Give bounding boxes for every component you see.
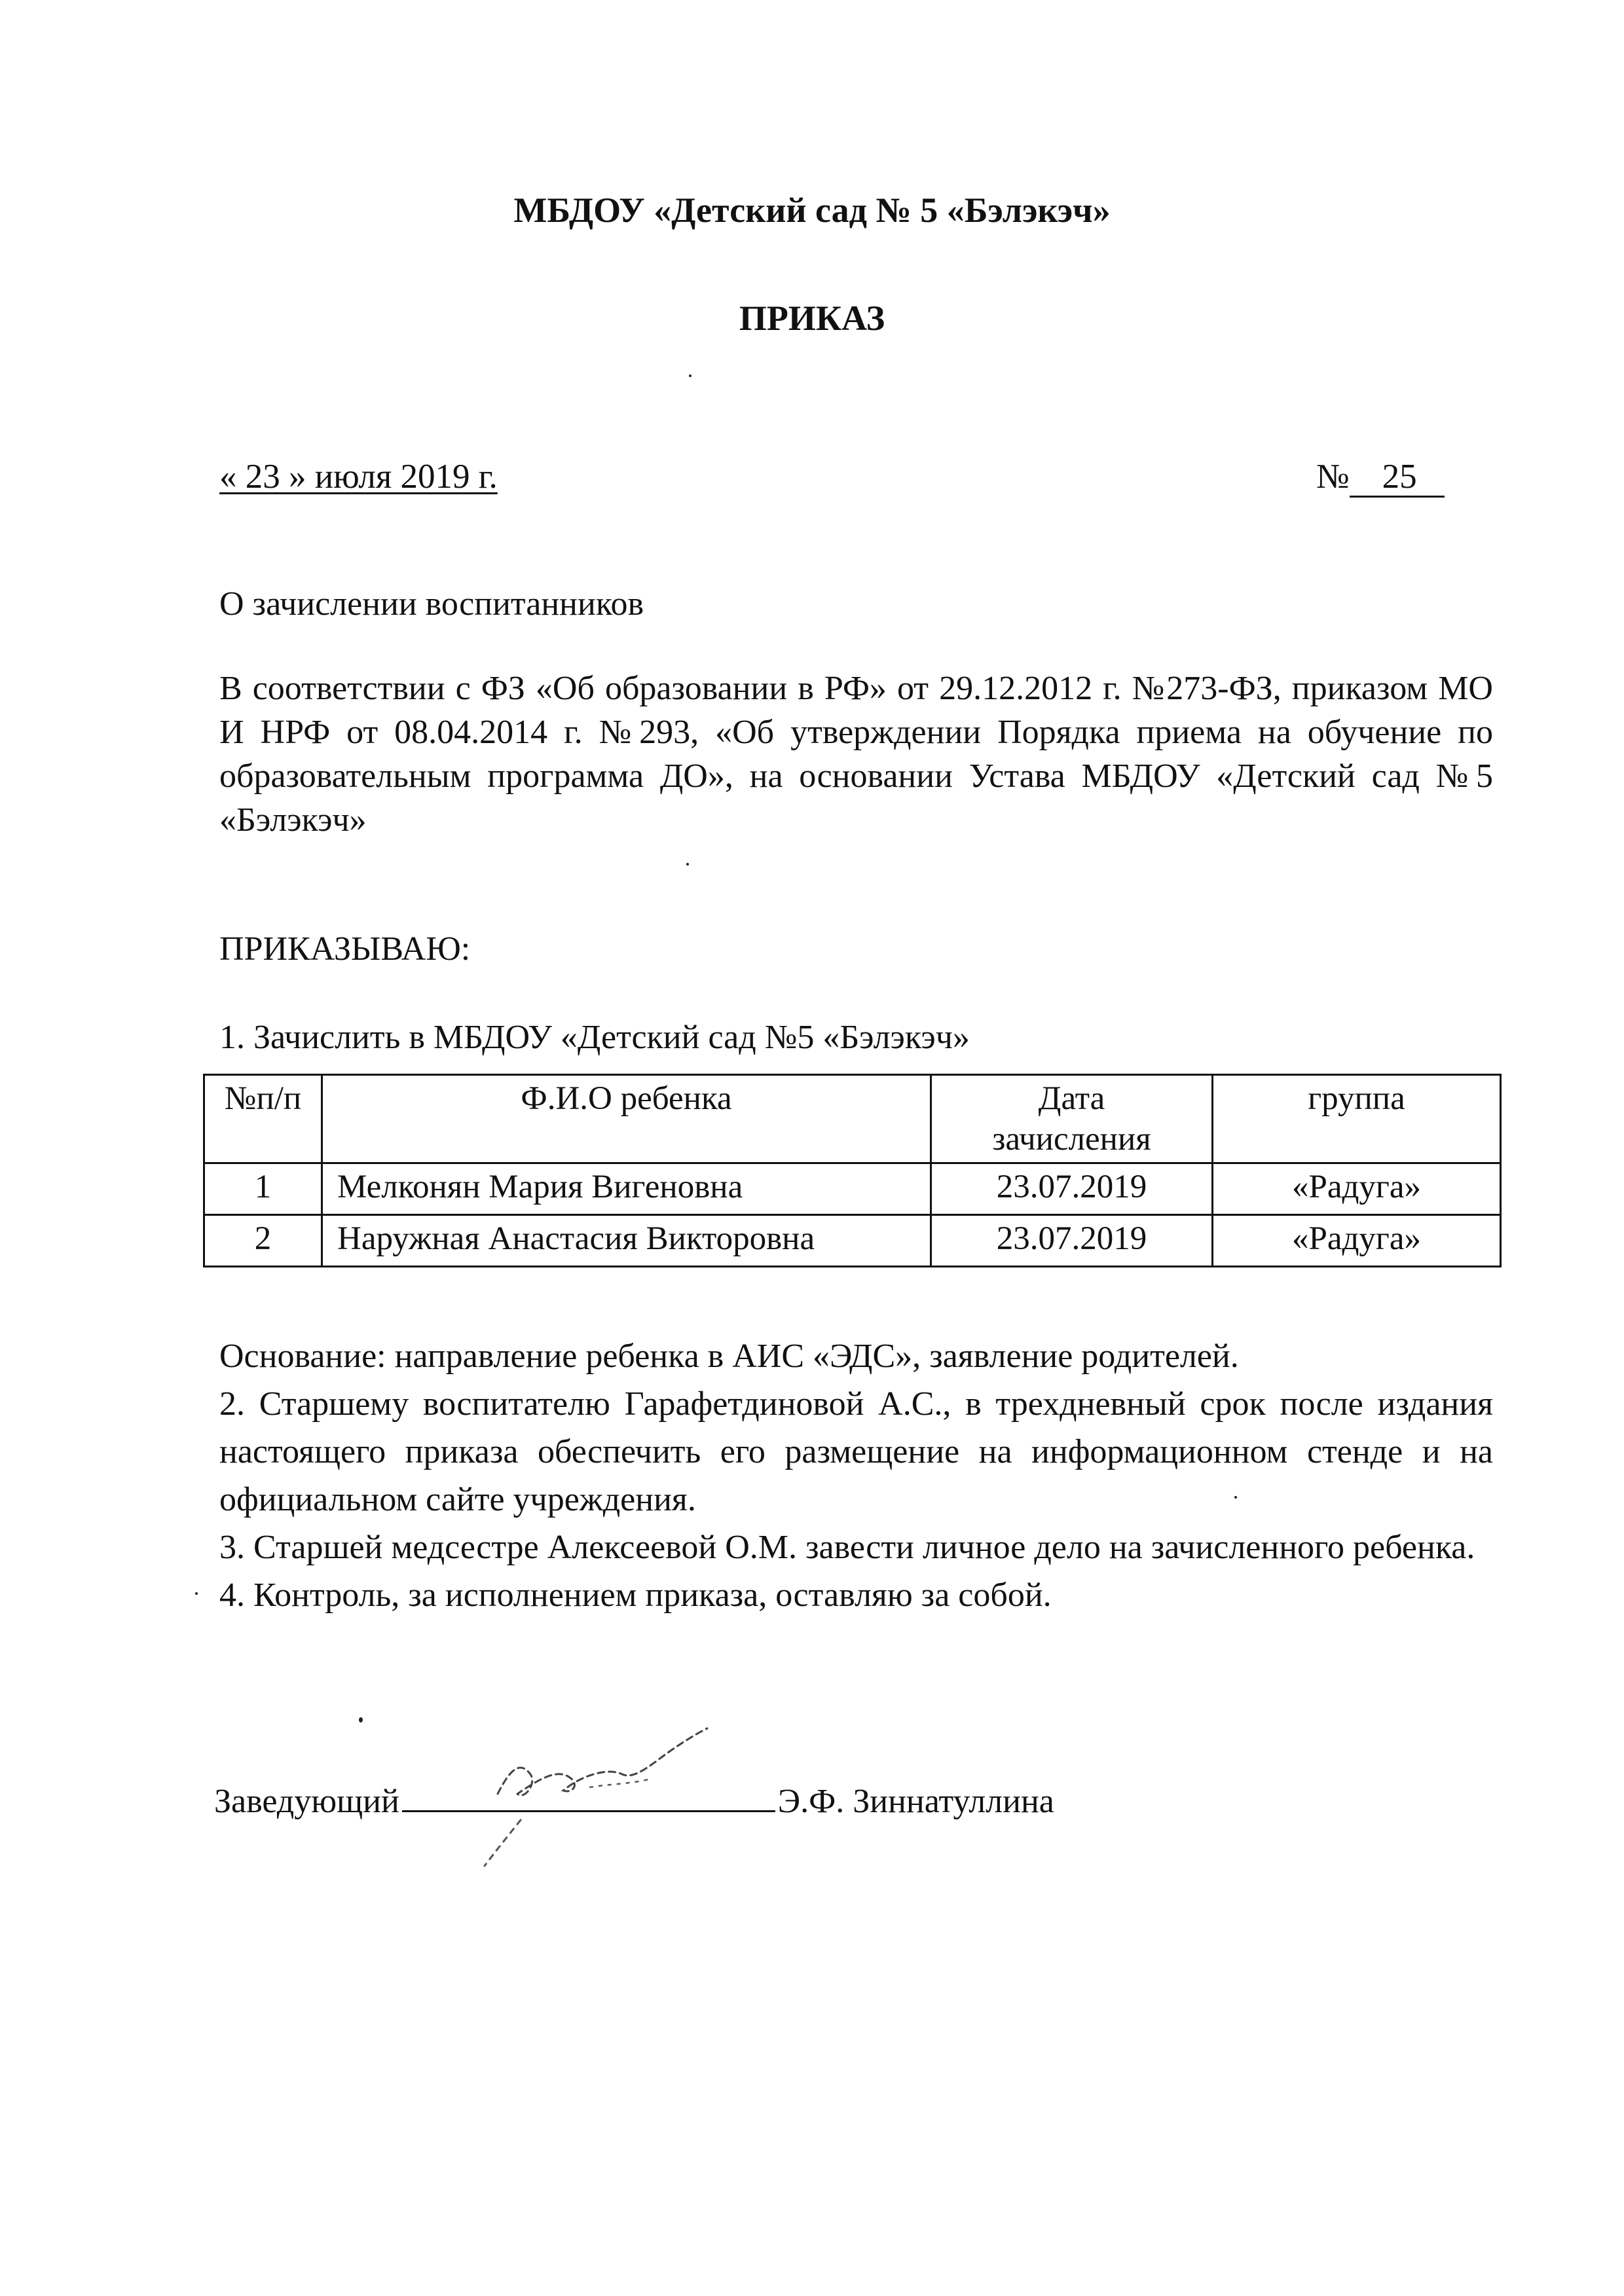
item-3-text: 3. Старшей медсестре Алексеевой О.М. завести личное дело на зачисленного ребенка.: [219, 1529, 1475, 1566]
item-1-text: 1. Зачислить в МБДОУ «Детский сад №5 «Бэлэкэч»: [219, 1019, 970, 1056]
basis-text: Основание: направление ребенка в АИС «ЭДС», заявление родителей.: [219, 1338, 1239, 1375]
scan-speck: [686, 863, 689, 866]
organization-name: МБДОУ «Детский сад № 5 «Бэлэкэч»: [513, 191, 1111, 230]
header-num: №п/п: [204, 1075, 322, 1163]
order-items: [219, 1332, 1493, 1619]
row-group: «Радуга»: [1213, 1163, 1501, 1215]
signatory-name: Э.Ф. Зиннатуллина: [777, 1783, 1054, 1820]
row-date: 23.07.2019: [931, 1215, 1213, 1267]
row-child-name: Наружная Анастасия Викторовна: [322, 1215, 931, 1267]
preamble-paragraph: В соответствии с ФЗ «Об образовании в РФ» от 29.12.2012 г. №273-ФЗ, приказом МО И НРФ от 08.04.2014 г. №293, «Об утверждении Порядка приема на обучение по образовательным программа ДО», на основании Устава МБДОУ «Детский сад №5 «Бэлэкэч»: [219, 670, 1493, 839]
order-date: [219, 457, 498, 496]
table-header-row: [204, 1075, 1501, 1163]
row-group: «Радуга»: [1213, 1215, 1501, 1267]
decree-heading: ПРИКАЗЫВАЮ:: [219, 930, 471, 968]
enrollment-table: [203, 1074, 1502, 1267]
table-row: [204, 1215, 1501, 1267]
table-row: [204, 1163, 1501, 1215]
row-num: 2: [204, 1215, 322, 1267]
scan-speck: [689, 374, 692, 377]
header-date-line2: зачисления: [992, 1121, 1151, 1157]
header-name: Ф.И.О ребенка: [322, 1075, 931, 1163]
row-date: 23.07.2019: [931, 1163, 1213, 1215]
handwritten-signature: [458, 1722, 733, 1872]
scan-speck: [195, 1592, 198, 1595]
document-title: ПРИКАЗ: [739, 299, 885, 338]
order-date-value: « 23 » июля 2019 г.: [219, 458, 498, 496]
row-num: 1: [204, 1163, 322, 1215]
row-child-name: Мелконян Мария Вигеновна: [322, 1163, 931, 1215]
signatory-position: Заведующий: [214, 1783, 399, 1820]
header-date: [931, 1075, 1213, 1163]
order-subject: О зачислении воспитанников: [219, 585, 644, 623]
header-date-line1: Дата: [1038, 1080, 1105, 1117]
header-group: группа: [1213, 1075, 1501, 1163]
item-4-text: 4. Контроль, за исполнением приказа, оставляю за собой.: [219, 1576, 1052, 1614]
order-number-prefix: №: [1316, 458, 1350, 496]
scan-speck: [1234, 1496, 1237, 1499]
order-number-value: 25: [1350, 459, 1445, 498]
item-2-text: 2. Старшему воспитателю Гарафетдиновой А.С., в трехдневный срок после издания настоящего приказа обеспечить его размещение на информационном стенде и на официальном сайте учреждения.: [219, 1385, 1493, 1518]
scan-speck: [359, 1717, 363, 1722]
order-number: [1316, 457, 1445, 498]
